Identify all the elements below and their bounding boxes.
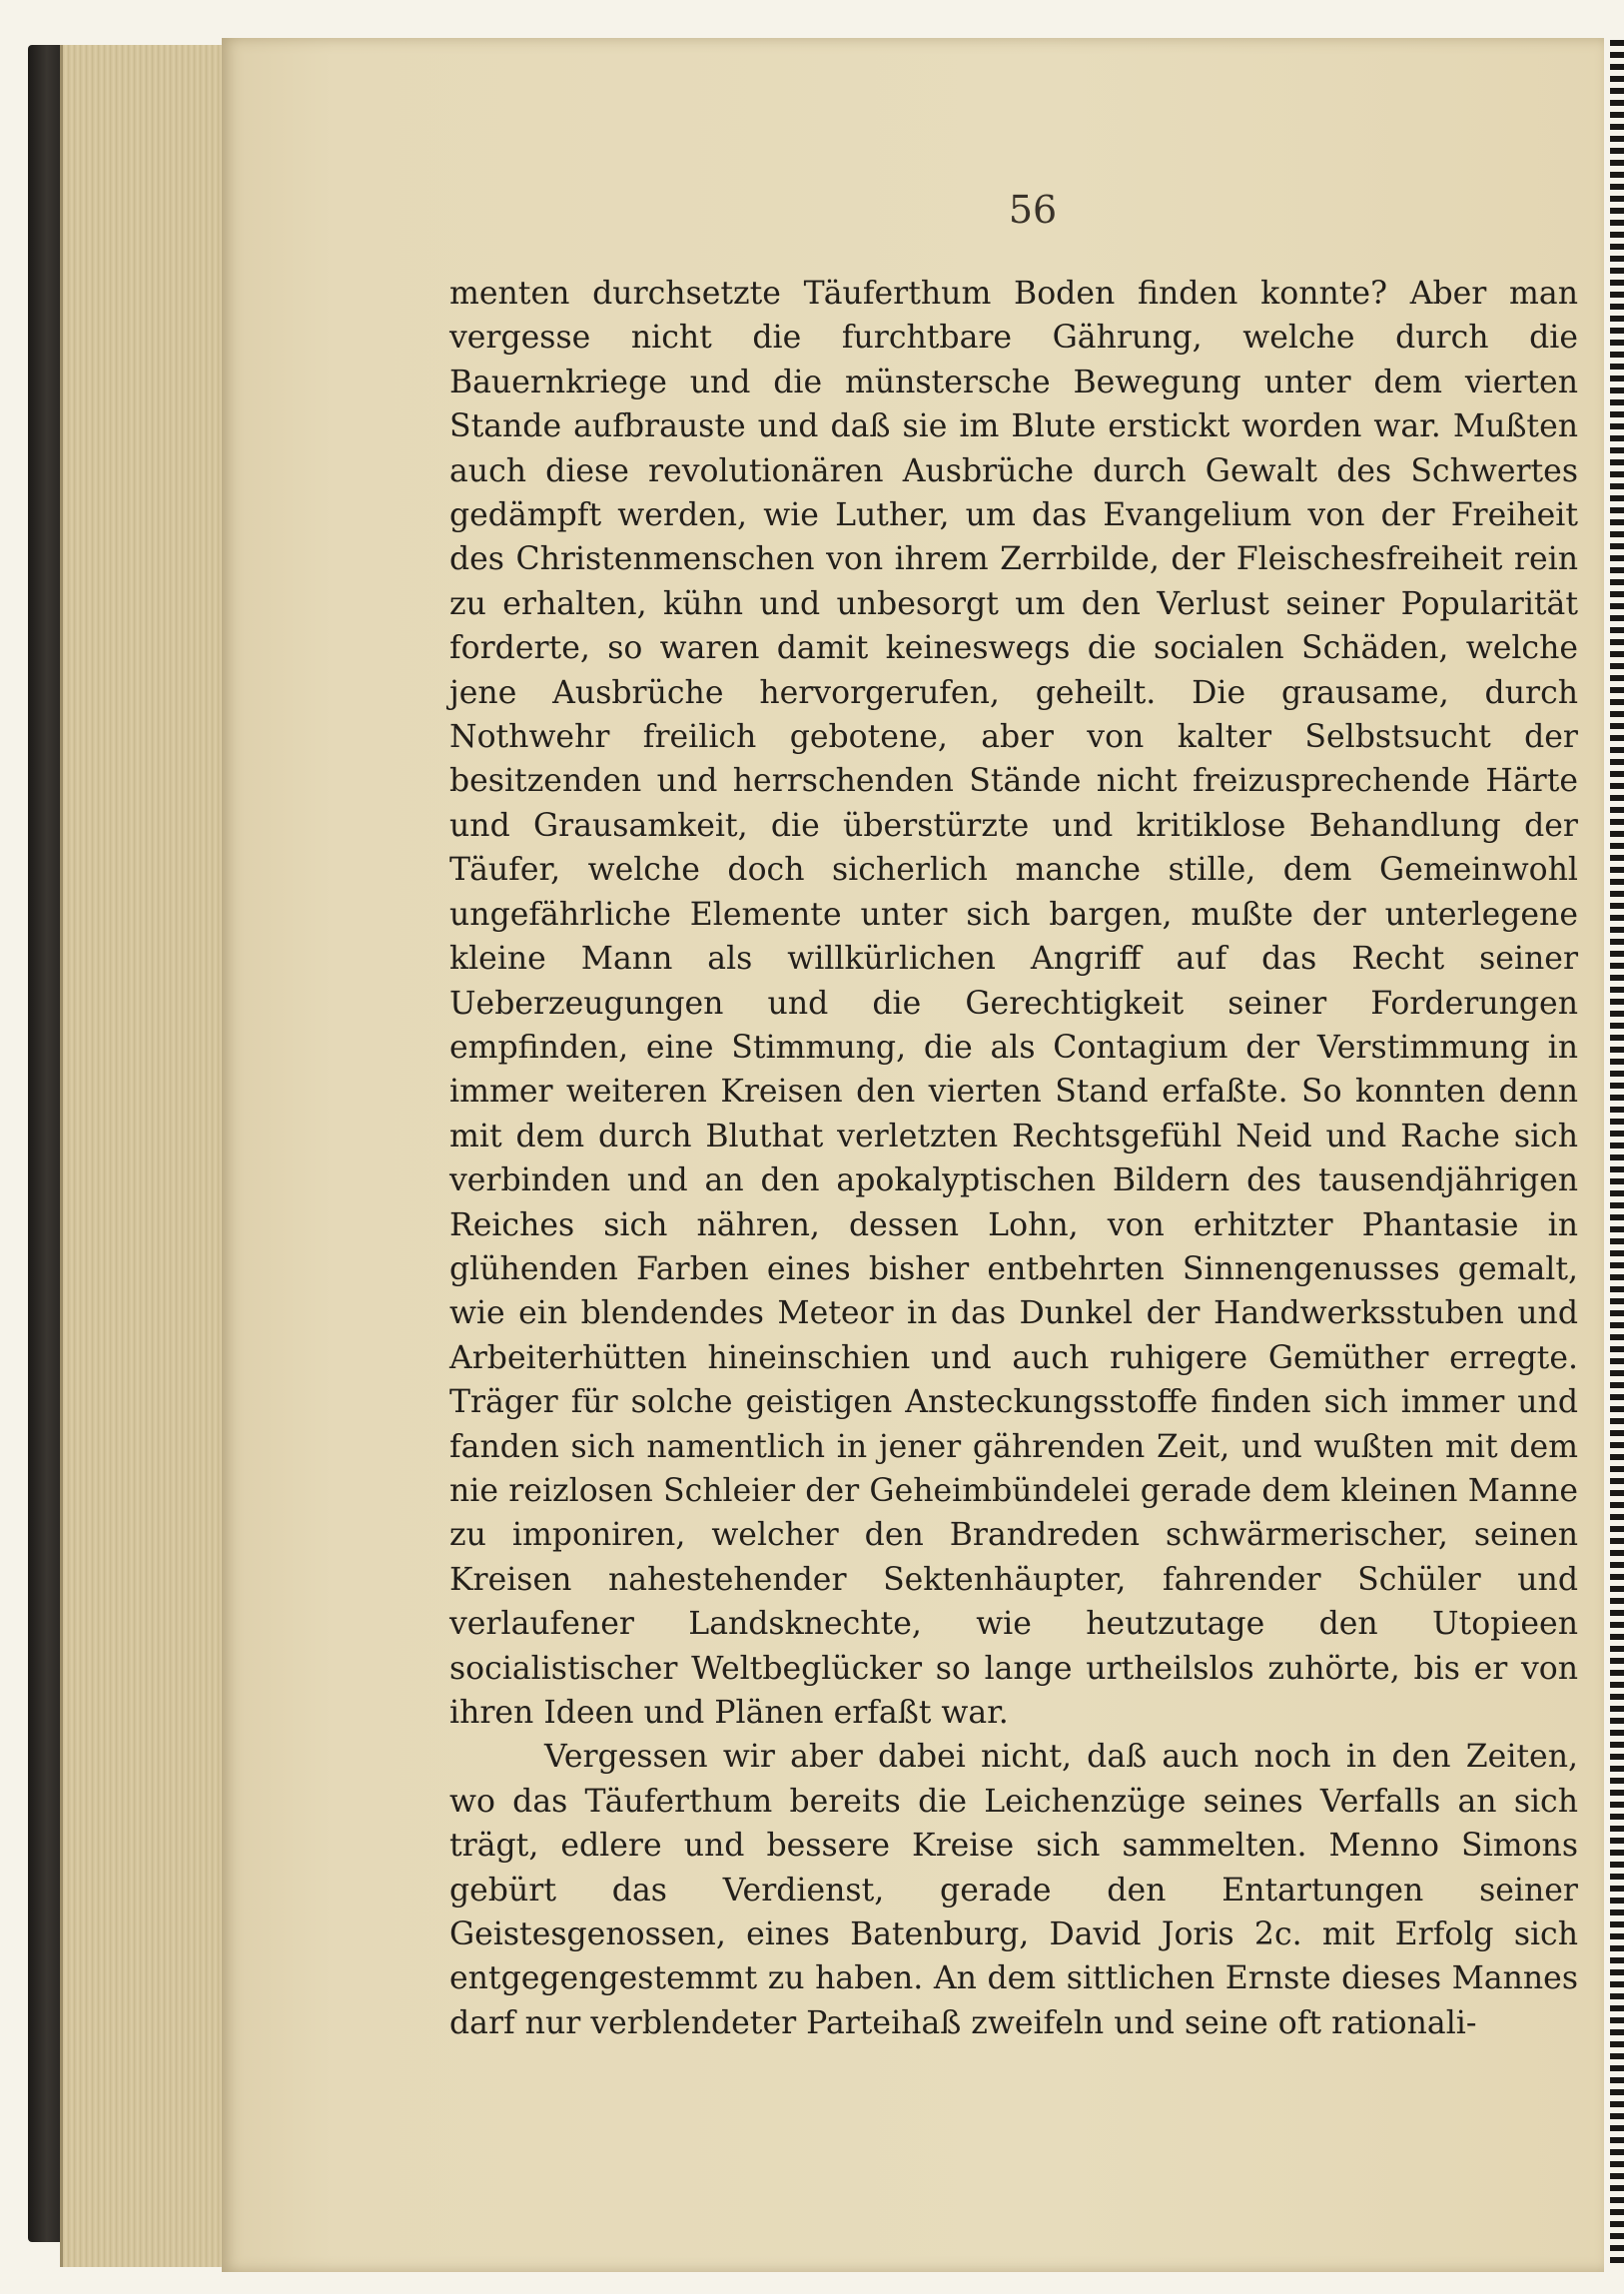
scan-ruler <box>1610 40 1624 2267</box>
paragraph-2: Vergessen wir aber dabei nicht, daß auch noch in den Zeiten, wo das Täuferthum bereits die Leichenzüge seines Verfalls an sich trägt, edlere und bessere Kreise sich sammelten. Menno Simons gebürt das Verdienst, gerade den Entartungen seiner Geistesgenossen, eines Batenburg, David Joris 2c. mit Erfolg sich entgegengestemmt zu haben. An dem sittlichen Ernste dieses Mannes darf nur verblendeter Parteihaß zweifeln und seine oft rationali- <box>449 1739 1578 2041</box>
paragraph-1: menten durchsetzte Täuferthum Boden finden konnte? Aber man vergesse nicht die furchtbare Gährung, welche durch die Bauernkriege und die münstersche Bewegung unter dem vierten Stande aufbrauste und daß sie im Blute erstickt worden war. Mußten auch diese revolutionären Ausbrüche durch Gewalt des Schwertes gedämpft werden, wie Luther, um das Evangelium von der Freiheit des Christenmenschen von ihrem Zerrbilde, der Fleischesfreiheit rein zu erhalten, kühn und unbesorgt um den Verlust seiner Popularität forderte, so waren damit keineswegs die socialen Schäden, welche jene Ausbrüche hervorgerufen, geheilt. Die grausame, durch Nothwehr freilich gebotene, aber von kalter Selbstsucht der besitzenden und herrschenden Stände nicht freizusprechende Härte und Grausamkeit, die überstürzte und kritiklose Behandlung der Täufer, welche doch sicherlich manche stille, dem Gemeinwohl ungefährliche Elemente unter sich bargen, mußte der unterlegene kleine Mann als willkürlichen Angriff auf das Recht seiner Ueberzeugungen und die Gerechtigkeit seiner Forderungen empfinden, eine Stimmung, die als Contagium der Verstimmung in immer weiteren Kreisen den vierten Stand erfaßte. So konnten denn mit dem durch Bluthat verletzten Rechtsgefühl Neid und Rache sich verbinden und an den apokalyptischen Bildern des tausendjährigen Reiches sich nähren, dessen Lohn, von erhitzter Phantasie in glühenden Farben eines bisher entbehrten Sinnengenusses gemalt, wie ein blendendes Meteor in das Dunkel der Handwerksstuben und Arbeiterhütten hineinschien und auch ruhigere Gemüther erregte. Träger für solche geistigen Ansteckungsstoffe finden sich immer und fanden sich namentlich in jener gährenden Zeit, und wußten mit dem nie reizlosen Schleier der Geheimbündelei gerade dem kleinen Manne zu imponiren, welcher den Brandreden schwärmerischer, seinen Kreisen nahestehender Sektenhäupter, fahrender Schüler und verlaufener Landsknechte, wie heutzutage den Utopieen socialistischer Weltbeglücker so lange urtheilslos zuhörte, bis er von ihren Ideen und Plänen erfaßt war. <box>449 276 1578 1731</box>
page-edges <box>60 45 243 2267</box>
body-text <box>449 272 1578 2045</box>
page-number: 56 <box>1008 188 1058 232</box>
